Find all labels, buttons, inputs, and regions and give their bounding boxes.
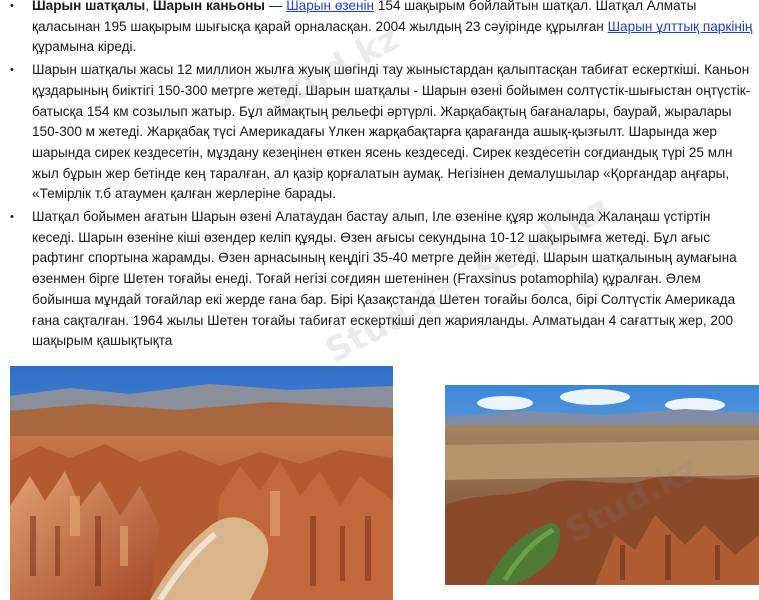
- link-charyn-national-park[interactable]: Шарын ұлттық паркінің: [607, 18, 753, 34]
- term-charyn-gorge: Шарын шатқалы: [32, 0, 146, 13]
- canyon-photo-left: [10, 366, 393, 600]
- list-item: [0, 207, 759, 352]
- canyon-photo-right: [445, 385, 759, 585]
- paragraph-text: 154 шақырым бойлайтын шатқал. Шатқал Алматы қаласынан 195 шақырым шығысқа қарай орналасқан. 2004 жылдың 23 сәуірінде құрылған: [32, 0, 697, 34]
- paragraph-text: Шарын шатқалы жасы 12 миллион жылға жуық шөгінді тау жыныстардан қалыптасқан табиғат ескерткіші. Каньон құздарының биіктігі 150-300 метрге жетеді. Шарын шатқалы - Шарын өзені бойымен солтүстік-шығыстан оңтүстік-батысқа 154 км созылып жатыр. Бұл аймақтың рельефі әртүрлі. Жарқабақтың бағаналары, баурай, жыралары 150-300 м жетеді. Жарқабақ түсі Америкадағы Үлкен жарқабақтарға қарағанда ашық-қызғылт. Шарында жер шарында сирек кездесетін, мұздану кезеңінен өткен ясень кездеседі. Сирек кездесетін соғдиандық түрі 25 млн жыл бұрын жер бетінде кең таралған, ал қазір қорғалатын аумақ. Негізінен демалушылар «Қорғандар аңғары, «Темірлік т.б атаумен қалған жерлеріне барады.: [32, 62, 751, 202]
- watermark-text: Stud.kz: [319, 268, 466, 372]
- list-item: [0, 0, 759, 58]
- separator-text: ,: [145, 0, 153, 13]
- link-charyn-river[interactable]: Шарын өзенін: [286, 0, 375, 13]
- dash-text: —: [265, 0, 287, 13]
- list-item: [0, 60, 759, 205]
- watermark-text: Stud.kz: [469, 188, 616, 292]
- paragraph-text: Шатқал бойымен ағатын Шарын өзені Алатаудан бастау алып, Іле өзеніне құяр жолында Жалаңаш үстіртін кеседі. Шарын өзеніне кіші өзендер келіп құяды. Өзен ағысы секундына 10-12 шақырымға жетеді. Бұл ағыс рафтинг спортына жарамды. Өзен арнасының кеңдігі 35-40 метрге дейін жетеді. Шарын шатқалының аумағына өзенмен бірге Шетен тоғайы енеді. Тоғай негізі соғдиян шетенінен (Fraxsinus potamophila) құралған. Әлем бойынша мұндай тоғайлар екі жерде ғана бар. Бірі Қазақстанда Шетен тоғайы болса, бірі Солтүстік Америкада ғана сақталған. 1964 жылы Шетен тоғайы табиғат ескерткіші деп жарияланды. Алматыдан 4 сағаттық жер, 200 шақырым қашықтықта: [32, 209, 737, 349]
- watermark-text: Stud.kz: [259, 18, 406, 122]
- bullet-icon: •: [10, 64, 14, 77]
- paragraph-text: құрамына кіреді.: [32, 39, 137, 55]
- bullet-icon: •: [10, 211, 14, 224]
- term-charyn-canyon: Шарын каньоны: [152, 0, 266, 13]
- bullet-icon: •: [10, 0, 14, 12]
